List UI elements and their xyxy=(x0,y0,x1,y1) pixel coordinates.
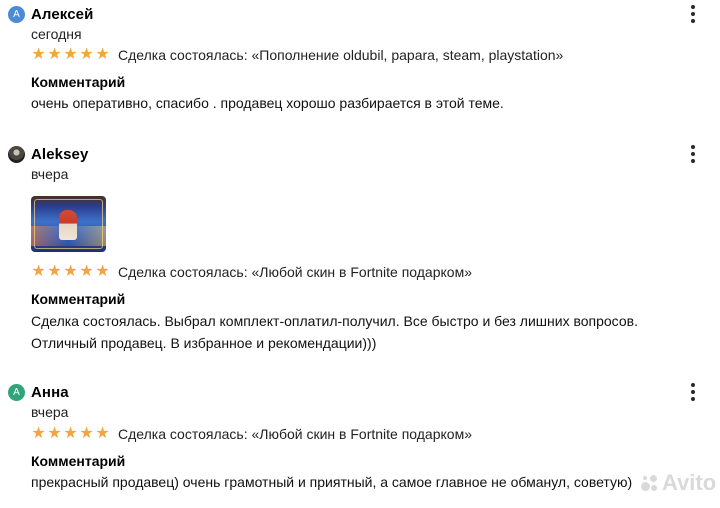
comment-text xyxy=(31,92,691,114)
comment-line: Сделка состоялась. Выбрал комплект-оплатил-получил. Все быстро и без лишних вопросов. xyxy=(31,313,638,329)
review-header xyxy=(8,380,69,404)
star-icon: ★ xyxy=(63,46,78,63)
comment-line: прекрасный продавец) очень грамотный и приятный, а самое главное не обманул, советую) xyxy=(31,474,633,490)
review-date: вчера xyxy=(31,404,69,420)
reviewer-name[interactable]: Aleksey xyxy=(31,145,89,163)
more-options-icon[interactable] xyxy=(684,380,702,404)
star-icon: ★ xyxy=(47,46,62,63)
star-rating xyxy=(31,47,110,63)
review-date: вчера xyxy=(31,166,69,182)
star-icon: ★ xyxy=(63,263,78,280)
star-icon: ★ xyxy=(31,425,46,442)
star-icon: ★ xyxy=(95,425,110,442)
star-icon: ★ xyxy=(79,425,94,442)
star-icon: ★ xyxy=(31,263,46,280)
star-icon: ★ xyxy=(79,263,94,280)
review-header xyxy=(8,142,88,166)
deal-info: Сделка состоялась: «Любой скин в Fortnite подарком» xyxy=(118,426,472,442)
star-icon: ★ xyxy=(31,46,46,63)
watermark-text: Avito xyxy=(662,470,717,495)
comment-title: Комментарий xyxy=(31,74,126,90)
review-photo[interactable] xyxy=(31,196,106,252)
star-icon: ★ xyxy=(47,263,62,280)
star-icon: ★ xyxy=(79,46,94,63)
rating-row xyxy=(31,425,472,443)
avatar[interactable]: A xyxy=(8,6,25,23)
star-icon: ★ xyxy=(95,263,110,280)
comment-title: Комментарий xyxy=(31,453,126,469)
reviewer-name[interactable]: Анна xyxy=(31,383,69,401)
more-options-icon[interactable] xyxy=(684,142,702,166)
more-options-icon[interactable] xyxy=(684,2,702,26)
star-icon: ★ xyxy=(47,425,62,442)
avito-watermark xyxy=(640,470,716,496)
review-header xyxy=(8,2,93,26)
star-rating xyxy=(31,426,110,442)
comment-line: очень оперативно, спасибо . продавец хорошо разбирается в этой теме. xyxy=(31,95,504,111)
deal-info: Сделка состоялась: «Любой скин в Fortnite подарком» xyxy=(118,264,472,280)
star-rating xyxy=(31,264,110,280)
comment-title: Комментарий xyxy=(31,291,126,307)
avatar[interactable]: A xyxy=(8,384,25,401)
rating-row xyxy=(31,46,563,64)
star-icon: ★ xyxy=(63,425,78,442)
deal-info: Сделка состоялась: «Пополнение oldubil, papara, steam, playstation» xyxy=(118,47,564,63)
avito-logo-icon xyxy=(640,473,660,493)
avatar[interactable] xyxy=(8,146,25,163)
review-date: сегодня xyxy=(31,26,82,42)
comment-line: Отличный продавец. В избранное и рекомендации))) xyxy=(31,335,377,351)
reviewer-name[interactable]: Алексей xyxy=(31,5,94,23)
star-icon: ★ xyxy=(95,46,110,63)
rating-row xyxy=(31,263,472,281)
comment-text xyxy=(31,310,691,354)
comment-text xyxy=(31,471,691,493)
